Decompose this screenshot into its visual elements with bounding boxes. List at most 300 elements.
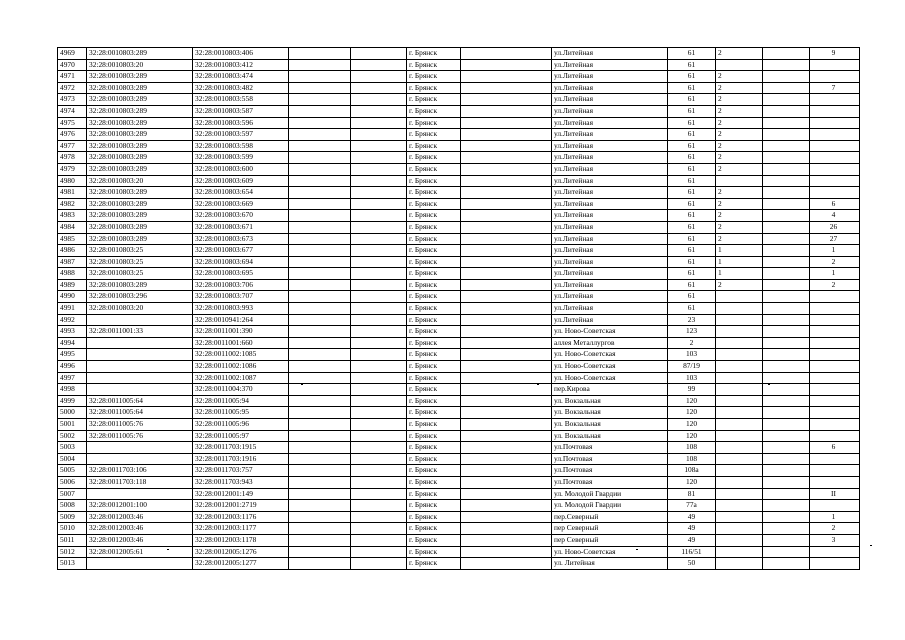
cell-row-number: 5013 [58,558,87,570]
cell-cadastral-number: 32:28:0011703:1915 [193,442,289,454]
cell-col-g [461,442,552,454]
cell-parent-cadastral-number: 32:28:0012005:61 [87,546,193,558]
cell-street: ул.Литейная [552,314,668,326]
cell-cadastral-number: 32:28:0010803:412 [193,59,289,71]
cell-house-number: 23 [668,314,716,326]
cell-col-d [289,534,351,546]
cell-row-number: 4987 [58,256,87,268]
cell-units [716,511,763,523]
cell-house-number: 61 [668,291,716,303]
table-row [58,117,860,129]
cell-col-e [351,303,407,315]
cell-apartment [810,303,860,315]
cell-col-e [351,523,407,535]
cell-house-number: 61 [668,163,716,175]
cell-street: ул.Литейная [552,140,668,152]
cell-cadastral-number: 32:28:0011001:390 [193,326,289,338]
cell-col-k [763,59,810,71]
cell-col-e [351,279,407,291]
cell-cadastral-number: 32:28:0011001:660 [193,337,289,349]
cell-col-g [461,419,552,431]
cell-parent-cadastral-number: 32:28:0010803:25 [87,245,193,257]
cell-cadastral-number: 32:28:0010803:474 [193,71,289,83]
cell-apartment [810,558,860,570]
cell-units [716,488,763,500]
cell-cadastral-number: 32:28:0011004:370 [193,384,289,396]
cell-col-d [289,395,351,407]
cell-col-e [351,558,407,570]
scan-speck [768,384,770,385]
cell-col-g [461,453,552,465]
cell-col-k [763,233,810,245]
cell-cadastral-number: 32:28:0010803:654 [193,187,289,199]
cell-col-e [351,500,407,512]
cell-street: ул.Литейная [552,59,668,71]
table-row [58,349,860,361]
cell-units [716,558,763,570]
cell-col-e [351,488,407,500]
cell-street: ул.Литейная [552,279,668,291]
cell-parent-cadastral-number: 32:28:0012003:46 [87,511,193,523]
cell-col-k [763,453,810,465]
cell-col-e [351,442,407,454]
cell-apartment: 6 [810,198,860,210]
cell-row-number: 4988 [58,268,87,280]
cell-col-g [461,210,552,222]
cell-street: ул. Вокзальная [552,430,668,442]
cell-cadastral-number: 32:28:0010803:673 [193,233,289,245]
cell-cadastral-number: 32:28:0011703:757 [193,465,289,477]
cell-street: ул.Литейная [552,82,668,94]
cell-col-k [763,430,810,442]
cell-col-g [461,129,552,141]
cell-col-e [351,546,407,558]
cell-parent-cadastral-number [87,453,193,465]
cell-street: пер.Кирова [552,384,668,396]
table-row [58,384,860,396]
cell-row-number: 4980 [58,175,87,187]
cell-city: г. Брянск [407,256,461,268]
cell-city: г. Брянск [407,48,461,60]
cell-apartment [810,546,860,558]
cell-apartment: 27 [810,233,860,245]
cell-row-number: 5004 [58,453,87,465]
cell-apartment [810,59,860,71]
table-row [58,152,860,164]
cell-col-g [461,523,552,535]
cell-row-number: 4990 [58,291,87,303]
cell-units: 2 [716,105,763,117]
cell-parent-cadastral-number: 32:28:0012003:46 [87,534,193,546]
cell-row-number: 5009 [58,511,87,523]
cell-col-d [289,117,351,129]
cell-house-number: 120 [668,407,716,419]
cell-house-number: 108 [668,442,716,454]
cell-col-g [461,233,552,245]
cell-col-g [461,221,552,233]
cell-cadastral-number: 32:28:0011002:1087 [193,372,289,384]
table-row [58,105,860,117]
cell-house-number: 61 [668,129,716,141]
cell-col-d [289,314,351,326]
cell-city: г. Брянск [407,163,461,175]
cell-units [716,430,763,442]
cell-col-d [289,268,351,280]
table-row [58,534,860,546]
cell-col-k [763,198,810,210]
cell-apartment: 26 [810,221,860,233]
cell-cadastral-number: 32:28:0011005:97 [193,430,289,442]
cell-apartment [810,407,860,419]
cell-apartment [810,117,860,129]
cell-apartment: 3 [810,534,860,546]
cell-row-number: 4976 [58,129,87,141]
cell-col-g [461,314,552,326]
cell-street: ул. Ново-Советская [552,361,668,373]
cell-parent-cadastral-number [87,372,193,384]
cell-col-e [351,511,407,523]
cell-col-g [461,395,552,407]
cell-units: 2 [716,71,763,83]
cell-col-g [461,488,552,500]
cell-col-d [289,245,351,257]
cell-apartment: 1 [810,511,860,523]
cell-col-k [763,372,810,384]
cell-col-k [763,442,810,454]
cell-cadastral-number: 32:28:0010803:671 [193,221,289,233]
cell-units: 2 [716,94,763,106]
cell-apartment [810,337,860,349]
cell-col-g [461,546,552,558]
cell-apartment: 4 [810,210,860,222]
cell-parent-cadastral-number: 32:28:0010803:20 [87,303,193,315]
cell-col-e [351,71,407,83]
cell-parent-cadastral-number: 32:28:0011005:64 [87,395,193,407]
cell-row-number: 4979 [58,163,87,175]
cell-col-e [351,349,407,361]
cell-col-g [461,245,552,257]
table-row [58,465,860,477]
cell-col-d [289,94,351,106]
cell-col-g [461,152,552,164]
table-row [58,210,860,222]
cell-col-e [351,210,407,222]
cell-units: 2 [716,48,763,60]
cell-col-k [763,546,810,558]
cell-units [716,361,763,373]
cell-cadastral-number: 32:28:0011002:1086 [193,361,289,373]
cell-col-k [763,175,810,187]
cell-col-k [763,361,810,373]
cell-col-g [461,430,552,442]
cell-row-number: 5005 [58,465,87,477]
cell-cadastral-number: 32:28:0010803:707 [193,291,289,303]
cell-cadastral-number: 32:28:0010803:587 [193,105,289,117]
cell-parent-cadastral-number: 32:28:0010803:289 [87,198,193,210]
cell-units: 1 [716,245,763,257]
cell-units: 2 [716,82,763,94]
cell-col-g [461,326,552,338]
cell-cadastral-number: 32:28:0010803:706 [193,279,289,291]
cell-col-e [351,187,407,199]
cell-house-number: 61 [668,268,716,280]
cell-col-d [289,488,351,500]
cell-col-d [289,210,351,222]
table-row [58,233,860,245]
cell-house-number: 49 [668,523,716,535]
cell-units: 2 [716,221,763,233]
cell-col-e [351,198,407,210]
cell-col-k [763,245,810,257]
cell-col-k [763,511,810,523]
cell-col-e [351,326,407,338]
cell-street: ул. Литейная [552,558,668,570]
cell-col-e [351,419,407,431]
cell-street: ул.Литейная [552,129,668,141]
cell-house-number: 61 [668,152,716,164]
cell-col-k [763,152,810,164]
cell-col-e [351,163,407,175]
scan-speck [301,384,303,385]
cell-units [716,534,763,546]
cell-col-g [461,465,552,477]
cell-apartment [810,372,860,384]
table-row [58,453,860,465]
cell-col-g [461,558,552,570]
cell-row-number: 4994 [58,337,87,349]
cell-row-number: 4993 [58,326,87,338]
cell-col-e [351,430,407,442]
cell-col-d [289,152,351,164]
cell-col-d [289,546,351,558]
cell-col-e [351,291,407,303]
cell-apartment [810,453,860,465]
cell-cadastral-number: 32:28:0011703:943 [193,476,289,488]
cell-street: ул.Литейная [552,221,668,233]
cell-house-number: 103 [668,372,716,384]
cell-row-number: 5010 [58,523,87,535]
table-row [58,326,860,338]
cell-units [716,419,763,431]
cell-col-e [351,268,407,280]
cell-col-k [763,129,810,141]
cell-apartment [810,361,860,373]
table-row [58,48,860,60]
cell-house-number: 2 [668,337,716,349]
cell-row-number: 4985 [58,233,87,245]
cell-col-d [289,372,351,384]
cell-house-number: 99 [668,384,716,396]
cell-col-g [461,163,552,175]
cell-units [716,395,763,407]
cell-street: аллея Металлургов [552,337,668,349]
cell-house-number: 61 [668,233,716,245]
cell-col-k [763,117,810,129]
cell-city: г. Брянск [407,187,461,199]
cell-street: ул. Ново-Советская [552,326,668,338]
cell-units [716,453,763,465]
cell-house-number: 61 [668,187,716,199]
cell-cadastral-number: 32:28:0012001:149 [193,488,289,500]
cell-apartment [810,326,860,338]
cell-city: г. Брянск [407,419,461,431]
cell-col-d [289,59,351,71]
cell-col-d [289,198,351,210]
cell-house-number: 61 [668,117,716,129]
cell-col-e [351,361,407,373]
cell-house-number: 77а [668,500,716,512]
cell-row-number: 4995 [58,349,87,361]
cell-parent-cadastral-number [87,314,193,326]
table-row [58,82,860,94]
cell-units: 2 [716,129,763,141]
cell-row-number: 5012 [58,546,87,558]
cell-col-e [351,256,407,268]
cell-apartment: 1 [810,245,860,257]
cell-house-number: 50 [668,558,716,570]
cell-col-g [461,291,552,303]
cell-street: ул. Ново-Советская [552,546,668,558]
cell-col-d [289,337,351,349]
cell-parent-cadastral-number: 32:28:0010803:289 [87,210,193,222]
cell-parent-cadastral-number [87,361,193,373]
cell-parent-cadastral-number: 32:28:0010803:289 [87,187,193,199]
cell-col-d [289,256,351,268]
cell-street: ул.Литейная [552,163,668,175]
cell-col-e [351,59,407,71]
cell-parent-cadastral-number: 32:28:0010803:20 [87,175,193,187]
cell-col-e [351,129,407,141]
cell-col-d [289,71,351,83]
cell-col-k [763,407,810,419]
cell-street: ул.Литейная [552,48,668,60]
cell-col-k [763,523,810,535]
cell-col-k [763,256,810,268]
cell-col-d [289,129,351,141]
cell-city: г. Брянск [407,453,461,465]
cell-col-d [289,326,351,338]
cell-col-k [763,337,810,349]
cell-city: г. Брянск [407,140,461,152]
registry-table [57,47,860,570]
cell-apartment [810,465,860,477]
cell-parent-cadastral-number: 32:28:0010803:289 [87,221,193,233]
cell-col-d [289,48,351,60]
cell-street: ул.Литейная [552,187,668,199]
cell-cadastral-number: 32:28:0011002:1085 [193,349,289,361]
cell-col-d [289,476,351,488]
cell-col-e [351,314,407,326]
cell-city: г. Брянск [407,221,461,233]
cell-parent-cadastral-number [87,442,193,454]
table-row [58,163,860,175]
table-row [58,187,860,199]
cell-col-e [351,233,407,245]
cell-cadastral-number: 32:28:0010803:669 [193,198,289,210]
table-row [58,395,860,407]
cell-col-g [461,476,552,488]
cell-col-d [289,384,351,396]
cell-apartment [810,395,860,407]
cell-row-number: 4989 [58,279,87,291]
cell-col-g [461,94,552,106]
cell-col-d [289,279,351,291]
cell-street: ул.Литейная [552,291,668,303]
cell-city: г. Брянск [407,442,461,454]
cell-city: г. Брянск [407,303,461,315]
cell-street: ул. Молодой Гвардии [552,500,668,512]
cell-units: 2 [716,163,763,175]
cell-units [716,337,763,349]
cell-cadastral-number: 32:28:0011005:95 [193,407,289,419]
cell-col-d [289,407,351,419]
cell-row-number: 5006 [58,476,87,488]
cell-col-k [763,48,810,60]
cell-street: ул. Ново-Советская [552,349,668,361]
cell-col-d [289,511,351,523]
cell-cadastral-number: 32:28:0011005:96 [193,419,289,431]
cell-col-g [461,175,552,187]
cell-cadastral-number: 32:28:0012005:1277 [193,558,289,570]
cell-house-number: 61 [668,82,716,94]
cell-apartment [810,291,860,303]
cell-street: ул.Литейная [552,233,668,245]
cell-col-k [763,268,810,280]
scan-speck [870,545,872,546]
cell-street: ул.Литейная [552,198,668,210]
cell-street: ул.Литейная [552,268,668,280]
cell-units [716,442,763,454]
cell-col-e [351,48,407,60]
cell-cadastral-number: 32:28:0010803:677 [193,245,289,257]
cell-apartment [810,476,860,488]
cell-col-d [289,303,351,315]
table-row [58,245,860,257]
cell-house-number: 61 [668,105,716,117]
cell-street: ул.Почтовая [552,476,668,488]
cell-col-d [289,349,351,361]
cell-apartment [810,140,860,152]
cell-apartment [810,419,860,431]
cell-row-number: 4998 [58,384,87,396]
cell-col-k [763,210,810,222]
cell-row-number: 4978 [58,152,87,164]
cell-apartment: 7 [810,82,860,94]
cell-col-k [763,303,810,315]
cell-street: ул.Литейная [552,256,668,268]
cell-row-number: 4986 [58,245,87,257]
table-row [58,407,860,419]
table-row [58,59,860,71]
cell-units [716,384,763,396]
cell-parent-cadastral-number: 32:28:0010803:289 [87,233,193,245]
cell-col-d [289,163,351,175]
cell-units [716,303,763,315]
cell-city: г. Брянск [407,488,461,500]
cell-col-g [461,279,552,291]
cell-col-e [351,140,407,152]
cell-col-g [461,268,552,280]
cell-parent-cadastral-number [87,558,193,570]
cell-col-d [289,523,351,535]
cell-apartment [810,187,860,199]
cell-city: г. Брянск [407,511,461,523]
cell-city: г. Брянск [407,558,461,570]
cell-col-d [289,221,351,233]
cell-row-number: 5001 [58,419,87,431]
cell-col-k [763,395,810,407]
cell-parent-cadastral-number [87,488,193,500]
